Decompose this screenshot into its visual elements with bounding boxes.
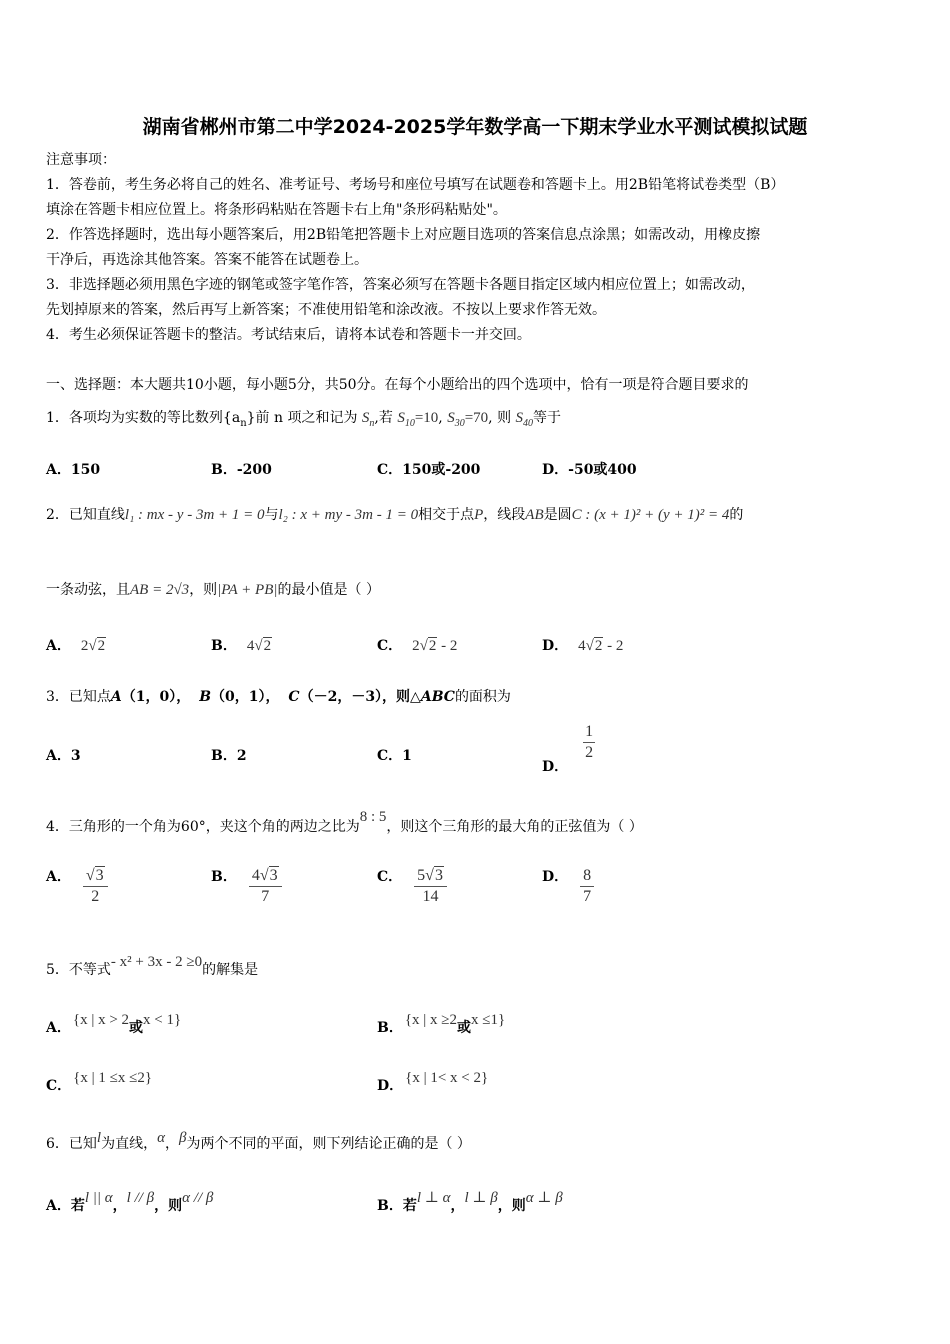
q1-eq70: =70 — [464, 410, 489, 426]
q2-circle: C : (x + 1)² + (y + 1)² = 4 — [571, 507, 730, 523]
q6-plane-alpha: α — [157, 1130, 165, 1146]
q2-text: ，线段 — [483, 507, 526, 523]
q6-text: 为两个不同的平面，则下列结论正确的是（ ） — [186, 1136, 471, 1152]
notice-line: 2．作答选择题时，选出每小题答案后，用2B铅笔把答题卡上对应题目选项的答案信息点涂黑；如需改动，用橡皮擦 — [46, 227, 761, 243]
notice-line: 先划掉原来的答案，然后再写上新答案；不准使用铅笔和涂改液。不按以上要求作答无效。 — [46, 302, 606, 318]
q1-s30: $S_{30}$ — [447, 410, 465, 429]
option-c[interactable]: C． $\frac{5√3}{14}$ — [377, 866, 447, 907]
q2-text: 与 — [264, 507, 279, 523]
q2-text: 一条动弦，且 — [46, 582, 130, 598]
q1-sn: $S_n$ — [361, 410, 375, 429]
option-a[interactable]: A．3 — [46, 748, 81, 764]
section-heading: 一、选择题：本大题共10小题，每小题5分，共50分。在每个小题给出的四个选项中，恰有一项是符合题目要求的 — [46, 377, 749, 393]
q2-text: 的最小值是（ ） — [277, 582, 380, 598]
q2-expression: |PA + PB| — [217, 582, 278, 598]
notice-line: 1．答卷前，考生务必将自己的姓名、准考证号、考场号和座位号填写在试题卷和答题卡上。用2B铅笔将试卷类型（B） — [46, 177, 785, 193]
q2-condition: AB = 2√3 — [130, 582, 190, 598]
option-d[interactable]: D．-50或400 — [542, 462, 637, 478]
option-c[interactable]: C．150或-200 — [377, 462, 481, 478]
q6-plane-beta: β — [178, 1130, 187, 1146]
notice-line: 3．非选择题必须用黑色字迹的钢笔或签字笔作答，答案必须写在答题卡各题目指定区域内相应位置上；如需改动， — [46, 277, 755, 293]
q1-text: 各项均为实数的等比数列$\{a_n\}$前 n 项之和记为 — [68, 410, 358, 429]
notice-line: 填涂在答题卡相应位置上。将条形码粘贴在答题卡右上角"条形码粘贴处"。 — [46, 202, 507, 218]
q3-coord-a: （1，0）， — [121, 689, 191, 705]
q2-text: 相交于点 — [418, 507, 475, 523]
q3-coord-b: （0，1）， — [211, 689, 280, 705]
question-number: 6． — [46, 1136, 69, 1152]
option-a[interactable]: A．若l || α，l // β，则α // β — [46, 1190, 214, 1214]
q1-text: ,若 — [374, 410, 393, 426]
q3-point-b: B — [199, 689, 212, 705]
q2-text: ，则 — [189, 582, 218, 598]
q2-point-p: P — [474, 507, 484, 523]
notice-line: 干净后，再选涂其他答案。答案不能答在试题卷上。 — [46, 252, 368, 268]
q4-text: 三角形的一个角为60°，夹这个角的两边之比为 — [68, 819, 360, 835]
q1-s10: $S_{10}$ — [397, 410, 415, 429]
q2-text: 的 — [729, 507, 744, 523]
option-c[interactable]: C．1 — [377, 748, 412, 764]
option-b[interactable]: B． {x | x ≥2或x ≤1} — [377, 1012, 506, 1036]
option-a[interactable]: A． 2√2 — [46, 638, 106, 654]
question-number: 2． — [46, 507, 69, 523]
question-6 — [46, 1130, 471, 1154]
q2-segment-ab: AB — [525, 507, 544, 523]
q2-line-l2: l₂ : x + my - 3m - 1 = 0 — [278, 507, 419, 523]
q2-line-l1: l₁ : mx - y - 3m + 1 = 0 — [124, 507, 265, 523]
q1-text: 等于 — [533, 410, 562, 426]
q6-separator: ， — [164, 1136, 179, 1152]
notice-heading: 注意事项： — [46, 152, 116, 168]
question-2 — [46, 505, 743, 525]
q4-text: ，则这个三角形的最大角的正弦值为（ ） — [386, 819, 643, 835]
q3-point-c: C — [288, 689, 300, 705]
question-number: 4． — [46, 819, 69, 835]
q6-text: 为直线， — [101, 1136, 158, 1152]
option-b[interactable]: B． $\frac{4√3}{7}$ — [211, 866, 282, 907]
question-5 — [46, 954, 259, 980]
q2-text: 是圆 — [543, 507, 572, 523]
option-c[interactable]: C． {x | 1 ≤x ≤2} — [46, 1070, 153, 1094]
q3-triangle: ABC — [420, 689, 455, 705]
q1-eq10: =10 — [414, 410, 439, 426]
question-4 — [46, 809, 643, 837]
q2-text: 已知直线 — [68, 507, 125, 523]
option-b[interactable]: B．-200 — [211, 462, 272, 478]
option-d[interactable]: D． {x | 1< x < 2} — [377, 1070, 489, 1094]
q3-text: 的面积为 — [454, 689, 511, 705]
question-1 — [46, 408, 561, 434]
option-d[interactable]: D． $\frac{1}{2}$ — [542, 723, 594, 775]
q6-line-l: l — [96, 1130, 102, 1146]
q1-s40: $S_{40}$ — [515, 410, 534, 429]
q4-ratio: 8 : 5 — [359, 809, 387, 825]
option-a[interactable]: A． $\frac{√3}{2}$ — [46, 866, 108, 907]
q5-inequality: - x² + 3x - 2 ≥0 — [110, 954, 203, 970]
option-d[interactable]: D． $\frac{8}{7}$ — [542, 866, 594, 907]
option-a[interactable]: A． {x | x > 2或x < 1} — [46, 1012, 182, 1036]
q5-text: 的解集是 — [202, 962, 259, 978]
q3-text: 已知点 — [68, 689, 111, 705]
q1-text: , 则 — [488, 410, 512, 426]
question-3 — [46, 687, 511, 707]
option-b[interactable]: B．若l ⊥ α，l ⊥ β，则α ⊥ β — [377, 1190, 563, 1214]
question-number: 1． — [46, 410, 69, 426]
q1-comma: , — [438, 410, 443, 426]
option-b[interactable]: B．2 — [211, 748, 247, 764]
option-c[interactable]: C． 2√2 - 2 — [377, 638, 458, 654]
q5-text: 不等式 — [68, 962, 111, 978]
question-number: 3． — [46, 689, 69, 705]
page-title: 湖南省郴州市第二中学2024-2025学年数学高一下期末学业水平测试模拟试题 — [142, 116, 808, 138]
option-b[interactable]: B． 4√2 — [211, 638, 272, 654]
q6-text: 已知 — [68, 1136, 97, 1152]
notice-line: 4．考生必须保证答题卡的整洁。考试结束后，请将本试卷和答题卡一并交回。 — [46, 327, 531, 343]
q3-coord-c: （－2，－3），则△ — [299, 689, 421, 705]
option-d[interactable]: D． 4√2 - 2 — [542, 638, 624, 654]
q3-point-a: A — [110, 689, 122, 705]
option-a[interactable]: A．150 — [46, 462, 101, 478]
question-2-line-2 — [46, 580, 380, 600]
question-number: 5． — [46, 962, 69, 978]
